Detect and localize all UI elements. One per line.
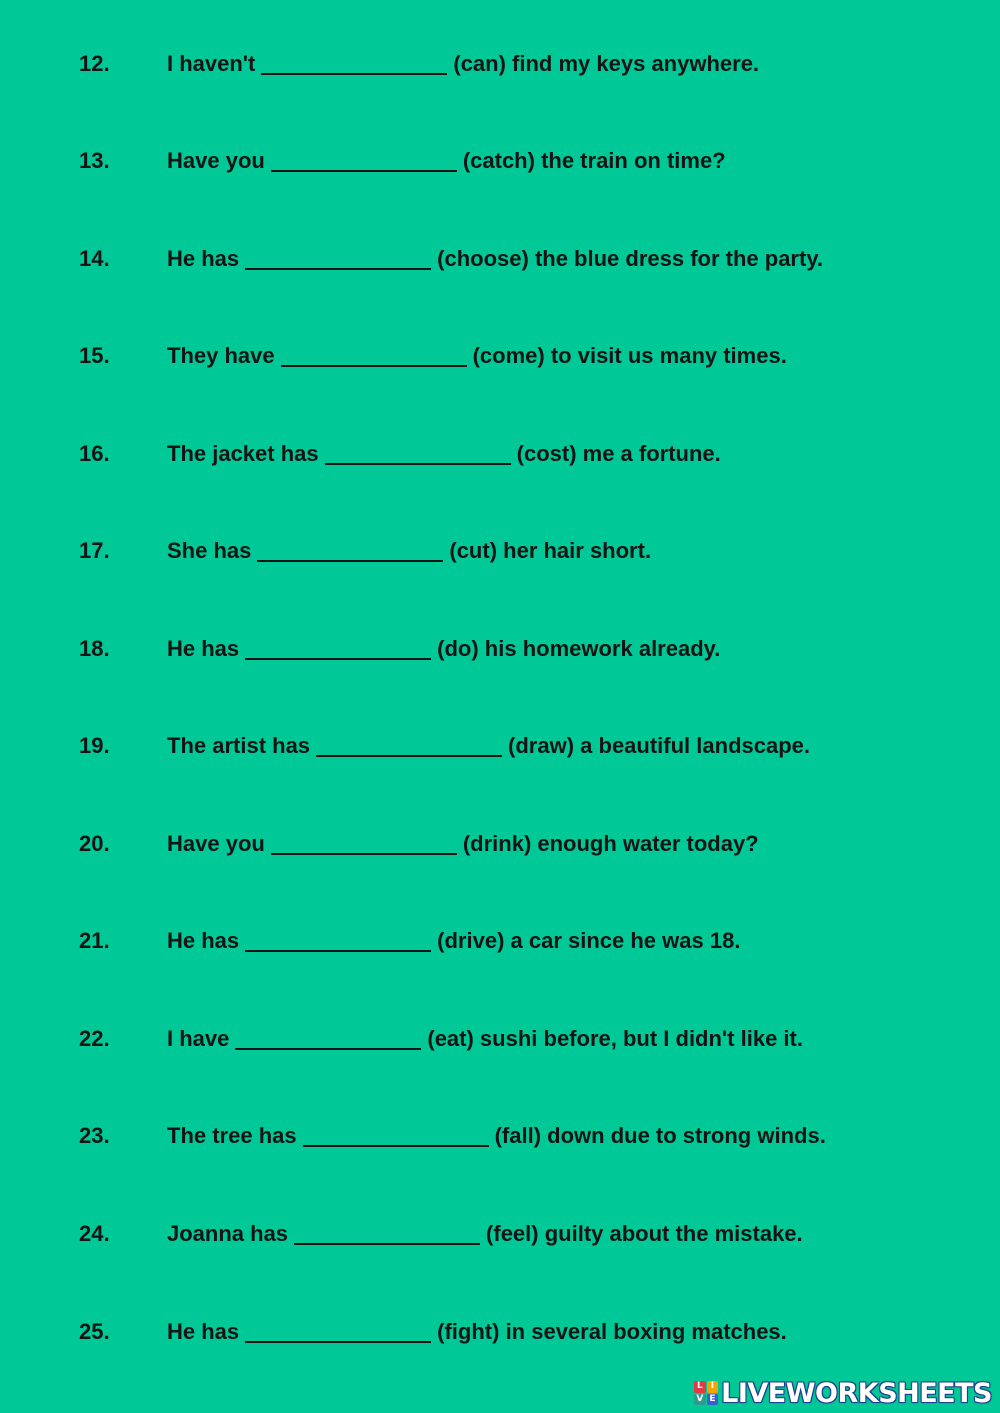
logo-mark-letter: I (707, 1381, 719, 1393)
answer-blank[interactable] (245, 928, 431, 952)
exercise-item (79, 1317, 959, 1347)
sentence-start: I haven't (167, 51, 256, 76)
sentence-end: (drive) a car since he was 18. (437, 928, 741, 953)
sentence-end: (draw) a beautiful landscape. (508, 733, 810, 758)
answer-blank[interactable] (235, 1026, 421, 1050)
exercise-item (79, 731, 959, 761)
item-number: 18. (79, 636, 110, 661)
exercise-item (79, 341, 959, 371)
answer-blank[interactable] (294, 1221, 480, 1245)
exercise-item (79, 49, 959, 79)
sentence-start: He has (167, 246, 240, 271)
sentence-start: I have (167, 1026, 230, 1051)
item-number: 21. (79, 928, 110, 953)
sentence-end: (cut) her hair short. (449, 538, 652, 563)
item-number: 19. (79, 733, 110, 758)
answer-blank[interactable] (271, 148, 457, 172)
item-number: 13. (79, 148, 110, 173)
exercise-item (79, 1219, 959, 1249)
sentence-end: (can) find my keys anywhere. (453, 51, 760, 76)
item-number: 16. (79, 441, 110, 466)
item-sentence (167, 341, 787, 371)
item-sentence (167, 146, 726, 176)
sentence-start: The artist has (167, 733, 311, 758)
sentence-end: (fall) down due to strong winds. (494, 1123, 826, 1148)
item-sentence (167, 244, 823, 274)
logo-text: LIVEWORKSHEETS (721, 1377, 992, 1409)
answer-blank[interactable] (261, 51, 447, 75)
item-number: 22. (79, 1026, 110, 1051)
liveworksheets-logo-icon (694, 1381, 718, 1405)
item-sentence (167, 1024, 803, 1054)
logo-mark-letter: L (694, 1381, 706, 1393)
exercise-item (79, 634, 959, 664)
item-sentence (167, 1317, 787, 1347)
sentence-start: The tree has (167, 1123, 297, 1148)
exercise-item (79, 829, 959, 859)
sentence-start: Have you (167, 148, 265, 173)
sentence-start: She has (167, 538, 252, 563)
item-sentence (167, 731, 810, 761)
logo-mark-letter: E (707, 1394, 719, 1406)
sentence-end: (choose) the blue dress for the party. (437, 246, 824, 271)
sentence-end: (drink) enough water today? (462, 831, 759, 856)
exercise-item (79, 1024, 959, 1054)
item-number: 25. (79, 1319, 110, 1344)
item-number: 14. (79, 246, 110, 271)
exercise-item (79, 146, 959, 176)
answer-blank[interactable] (245, 246, 431, 270)
item-sentence (167, 49, 759, 79)
answer-blank[interactable] (303, 1123, 489, 1147)
sentence-end: (eat) sushi before, but I didn't like it. (427, 1026, 803, 1051)
item-sentence (167, 439, 721, 469)
sentence-end: (fight) in several boxing matches. (437, 1319, 787, 1344)
item-sentence (167, 829, 759, 859)
exercise-item (79, 1121, 959, 1151)
sentence-end: (feel) guilty about the mistake. (486, 1221, 803, 1246)
item-sentence (167, 634, 720, 664)
item-sentence (167, 536, 651, 566)
sentence-start: Joanna has (167, 1221, 289, 1246)
answer-blank[interactable] (257, 538, 443, 562)
answer-blank[interactable] (271, 831, 457, 855)
exercise-item (79, 439, 959, 469)
item-number: 17. (79, 538, 110, 563)
exercise-item (79, 536, 959, 566)
item-number: 12. (79, 51, 110, 76)
sentence-end: (catch) the train on time? (462, 148, 726, 173)
sentence-end: (cost) me a fortune. (516, 441, 721, 466)
sentence-start: They have (167, 343, 275, 368)
item-number: 24. (79, 1221, 110, 1246)
exercise-item (79, 244, 959, 274)
answer-blank[interactable] (245, 636, 431, 660)
item-number: 23. (79, 1123, 110, 1148)
item-sentence (167, 926, 740, 956)
item-sentence (167, 1219, 803, 1249)
liveworksheets-logo (694, 1378, 992, 1408)
item-sentence (167, 1121, 826, 1151)
sentence-start: Have you (167, 831, 265, 856)
answer-blank[interactable] (325, 441, 511, 465)
answer-blank[interactable] (316, 733, 502, 757)
logo-mark-letter: V (694, 1394, 706, 1406)
answer-blank[interactable] (281, 343, 467, 367)
sentence-start: He has (167, 1319, 240, 1344)
sentence-start: He has (167, 636, 240, 661)
item-number: 15. (79, 343, 110, 368)
sentence-end: (come) to visit us many times. (472, 343, 787, 368)
sentence-start: He has (167, 928, 240, 953)
sentence-start: The jacket has (167, 441, 319, 466)
sentence-end: (do) his homework already. (437, 636, 721, 661)
exercise-item (79, 926, 959, 956)
answer-blank[interactable] (245, 1319, 431, 1343)
item-number: 20. (79, 831, 110, 856)
